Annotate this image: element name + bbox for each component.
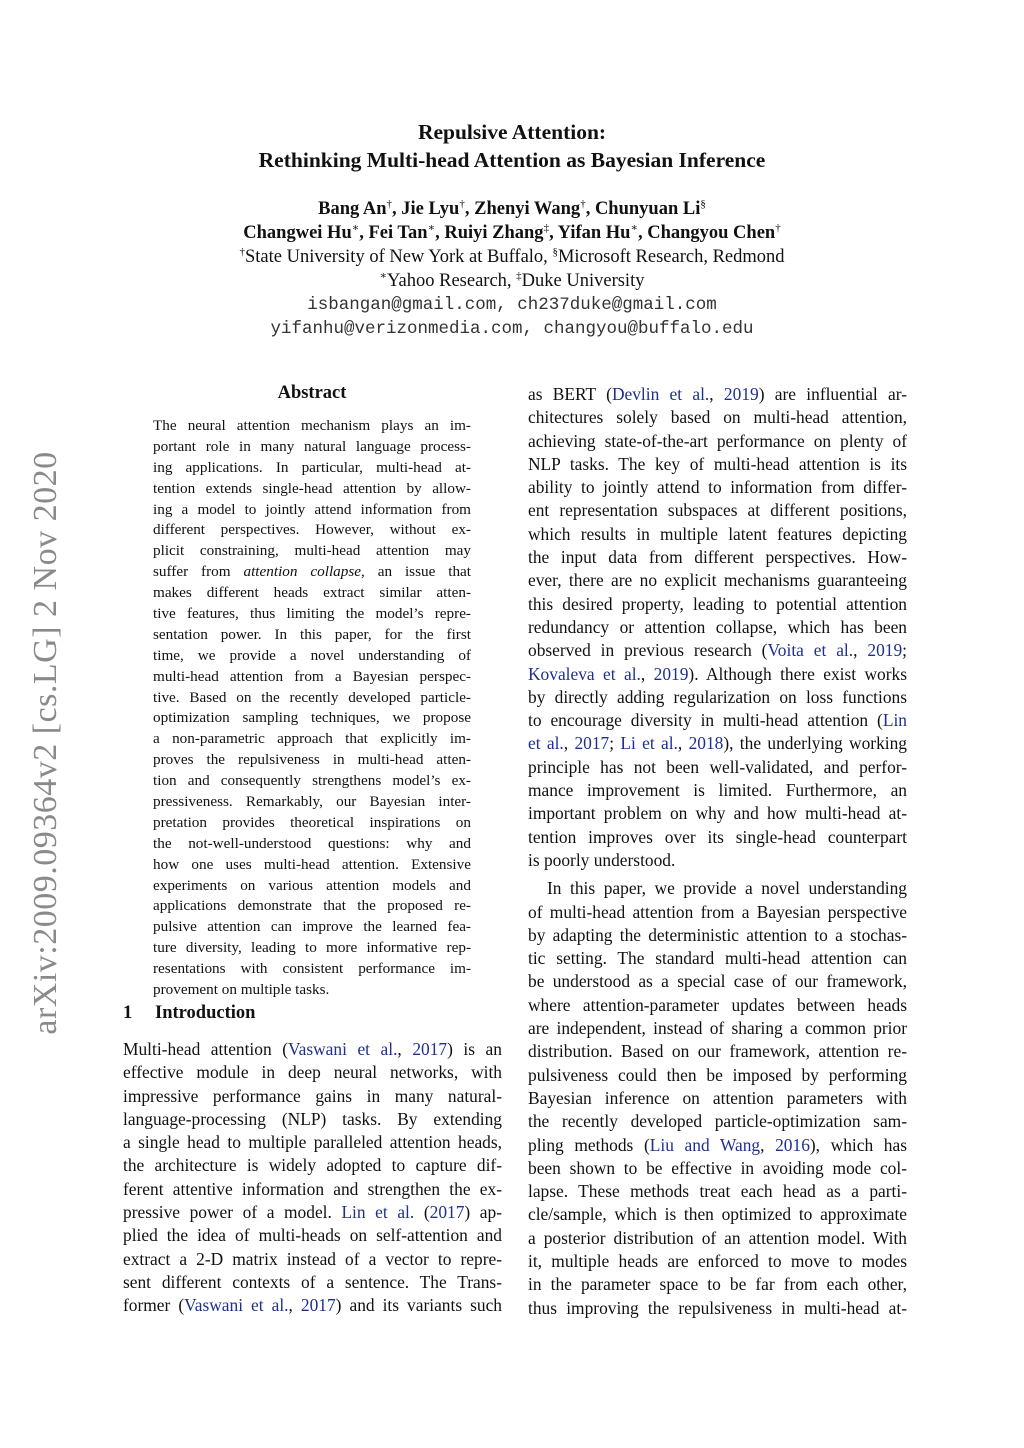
text-span: extract a 2-D matrix instead of a vector to repre- xyxy=(123,1248,502,1269)
body-text-line xyxy=(528,383,907,406)
abstract-line: ing a model to jointly attend information from xyxy=(153,500,471,518)
author-name: Yifan Hu xyxy=(557,223,631,243)
text-span: achieving state-of-the-art performance on plenty of xyxy=(528,430,907,451)
text-span: to encourage diversity in multi-head attention ( xyxy=(528,710,883,731)
author-name: Jie Lyu xyxy=(401,199,460,219)
text-span: as BERT ( xyxy=(528,384,612,404)
body-text-line xyxy=(528,1134,907,1157)
text-span: by directly adding regularization on loss functions xyxy=(528,686,907,707)
text-span: important problem on why and how multi-head at- xyxy=(528,803,907,824)
text-span: observed in previous research ( xyxy=(528,640,768,661)
section-title: Introduction xyxy=(155,1003,256,1023)
body-text-line xyxy=(123,1224,502,1247)
body-text-line xyxy=(528,1040,907,1063)
author-name: Fei Tan xyxy=(368,223,428,243)
text-span: pling methods ( xyxy=(528,1134,650,1155)
body-text-line xyxy=(123,1131,502,1154)
text-span: ) is an xyxy=(447,1039,502,1059)
body-text-line xyxy=(123,1154,502,1177)
text-span: the input data from different perspectives. How- xyxy=(528,547,907,568)
body-text-line xyxy=(528,970,907,993)
citation-link[interactable]: 2017 xyxy=(429,1202,465,1223)
abstract-heading: Abstract xyxy=(277,383,347,403)
affiliation-mark: ‡ xyxy=(543,222,550,234)
body-text-line xyxy=(528,1203,907,1226)
abstract-line: time, we provide a novel understanding of xyxy=(153,646,471,664)
citation-link[interactable]: 2016 xyxy=(775,1134,810,1155)
text-span: sent different contexts of a sentence. The Trans- xyxy=(123,1271,502,1292)
text-span: chitectures solely based on multi-head attention, xyxy=(528,407,907,428)
text-span: principle has not been well-validated, and perfor- xyxy=(528,756,907,777)
abstract-line: plicit constraining, multi-head attention may xyxy=(153,542,471,560)
author-separator: , xyxy=(585,199,595,219)
citation-link[interactable]: 2018 xyxy=(688,733,724,754)
text-span: are independent, instead of sharing a common prior xyxy=(528,1018,907,1039)
body-text-line xyxy=(528,1110,907,1133)
citation-link[interactable]: Vaswani et al. xyxy=(287,1039,398,1059)
affiliation-line-2: ∗Yahoo Research, ‡Duke University xyxy=(379,270,645,291)
body-text-line xyxy=(528,686,907,709)
author-names-row-2 xyxy=(0,221,1024,245)
text-span: , xyxy=(397,1039,413,1059)
body-text-line xyxy=(528,709,907,732)
text-span: which results in multiple latent features depicting xyxy=(528,523,907,544)
abstract-line: The neural attention mechanism plays an im- xyxy=(153,417,471,434)
body-text-line xyxy=(528,453,907,476)
body-text-line xyxy=(528,593,907,616)
author-separator: , xyxy=(359,223,369,243)
citation-link[interactable]: 2019 xyxy=(653,663,689,684)
body-text-line xyxy=(528,826,907,849)
title-line-1: Repulsive Attention: xyxy=(417,120,607,144)
section-number: 1 xyxy=(123,1003,133,1023)
author-separator: , xyxy=(464,199,475,219)
citation-link[interactable]: Lin xyxy=(882,710,907,731)
text-span: ) ap- xyxy=(464,1202,502,1223)
body-text-line xyxy=(528,499,907,522)
abstract-line: proves the repulsiveness in multi-head atten- xyxy=(153,751,471,769)
author-name: Zhenyi Wang xyxy=(474,199,581,219)
abstract-line: ture diversity, leading to more informative rep- xyxy=(153,939,471,957)
text-span: ; xyxy=(609,733,621,754)
right-column-body xyxy=(528,383,907,1320)
body-text-line xyxy=(528,756,907,779)
affiliation-mark: ∗ xyxy=(630,222,638,234)
text-span: a posterior distribution of an attention model. With xyxy=(528,1227,907,1248)
body-text-line xyxy=(528,1087,907,1110)
body-text-line xyxy=(123,1271,502,1294)
body-text-line xyxy=(528,1017,907,1040)
author-separator: , xyxy=(392,199,402,219)
body-text-line xyxy=(528,569,907,592)
abstract-line: suffer from attention collapse, an issue that xyxy=(153,563,471,581)
text-span: thus improving the repulsiveness in multi-head at- xyxy=(528,1297,907,1318)
text-span: impressive performance gains in many natural- xyxy=(123,1085,502,1106)
text-span: ever, there are no explicit mechanisms guaranteeing xyxy=(528,570,907,591)
abstract-line: how one uses multi-head attention. Extensive xyxy=(153,855,471,873)
citation-link[interactable]: Voita et al. xyxy=(767,640,854,661)
author-name: Changyou Chen xyxy=(647,223,776,243)
body-text-line xyxy=(528,1180,907,1203)
body-text-line xyxy=(123,1248,502,1271)
text-span: distribution. Based on our framework, attention re- xyxy=(528,1041,907,1062)
body-text-line xyxy=(528,1250,907,1273)
citation-link[interactable]: 2017 xyxy=(574,733,610,754)
body-text-line xyxy=(123,1061,502,1084)
text-span: is poorly understood. xyxy=(528,849,676,870)
affiliation-mark: † xyxy=(459,198,465,210)
paper-title xyxy=(0,118,1024,174)
body-text-line xyxy=(528,1064,907,1087)
abstract-line: different perspectives. However, without ex- xyxy=(153,521,471,539)
text-span: ability to jointly attend to information from differ- xyxy=(528,477,907,498)
abstract-line: resentations with consistent performance im- xyxy=(153,960,471,978)
body-text-line xyxy=(528,1297,907,1320)
body-text-line xyxy=(528,779,907,802)
text-span: former ( xyxy=(123,1295,185,1316)
text-span: in the parameter space to be far from each other, xyxy=(528,1274,907,1295)
text-span: , xyxy=(640,663,654,684)
citation-link[interactable]: Devlin et al. xyxy=(611,384,710,404)
abstract-line: pulsive attention can improve the learned fea- xyxy=(153,918,471,936)
author-names-row-1 xyxy=(0,197,1024,221)
text-span: redundancy or attention collapse, which has been xyxy=(528,616,907,637)
text-span: plied the idea of multi-heads on self-attention and xyxy=(123,1225,502,1246)
text-span: effective module in deep neural networks, with xyxy=(123,1062,502,1083)
author-name: Chunyuan Li xyxy=(594,199,701,219)
affiliation-mark: § xyxy=(700,198,706,210)
body-text-line xyxy=(528,616,907,639)
body-text-line xyxy=(528,523,907,546)
affiliation-mark: † xyxy=(386,198,393,210)
body-text-line xyxy=(123,1108,502,1131)
left-column-body xyxy=(123,1038,502,1318)
text-span: , xyxy=(760,1134,776,1155)
text-span: ), the underlying working xyxy=(723,733,907,754)
text-span: where attention-parameter updates between heads xyxy=(528,994,907,1015)
text-span: , xyxy=(677,733,689,754)
text-span: lapse. These methods treat each head as a parti- xyxy=(528,1181,907,1202)
body-text-line xyxy=(123,1038,502,1061)
citation-link[interactable]: 2019 xyxy=(867,640,903,661)
text-span: pressive power of a model. xyxy=(123,1202,342,1223)
body-text-line xyxy=(528,901,907,924)
citation-link[interactable]: Kovaleva et al. xyxy=(528,663,641,684)
text-span: cle/sample, which is then optimized to approximate xyxy=(528,1204,907,1225)
body-text-line xyxy=(123,1201,502,1224)
text-span: be understood as a special case of our framework, xyxy=(528,971,907,992)
text-span: , xyxy=(563,733,575,754)
text-span: it, multiple heads are enforced to move to modes xyxy=(528,1250,907,1271)
citation-link[interactable]: Vaswani et al. xyxy=(184,1295,289,1316)
author-name: Ruiyi Zhang xyxy=(444,223,544,243)
abstract-line: pressiveness. Remarkably, our Bayesian inter- xyxy=(153,793,471,811)
text-span: ( xyxy=(414,1202,430,1223)
body-text-line xyxy=(528,546,907,569)
body-text-line xyxy=(528,732,907,755)
abstract-line: a non-parametric approach that explicitly im- xyxy=(153,730,471,748)
affiliation-line-1: †State University of New York at Buffalo, §Microsoft Research, Redmond xyxy=(239,246,785,267)
body-text-line xyxy=(123,1085,502,1108)
abstract-line: tive features, thus limiting the model’s repre- xyxy=(153,605,471,623)
text-span: ). Although there exist works xyxy=(688,663,907,684)
text-span: ) and its variants such xyxy=(335,1295,502,1316)
text-span: of multi-head attention from a Bayesian perspective xyxy=(528,901,907,922)
text-span: ; xyxy=(902,640,907,661)
text-span: this desired property, leading to potential attention xyxy=(528,593,907,614)
body-text-line xyxy=(123,1178,502,1201)
text-span: ) are influential ar- xyxy=(758,384,907,404)
body-text-line xyxy=(528,802,907,825)
affiliation-mark: † xyxy=(580,198,586,210)
text-span: In this paper, we provide a novel understanding xyxy=(547,878,907,899)
body-text-line xyxy=(123,1294,502,1317)
citation-link[interactable]: Li et al. xyxy=(620,733,678,754)
text-span: , xyxy=(853,640,868,661)
citation-link[interactable]: et al. xyxy=(528,733,564,754)
text-span: NLP tasks. The key of multi-head attention is its xyxy=(528,453,907,474)
abstract-line: tive. Based on the recently developed particle- xyxy=(153,688,471,706)
section-heading-introduction xyxy=(123,1003,255,1024)
text-span: ferent attentive information and strengthen the ex- xyxy=(123,1178,502,1199)
body-text-line xyxy=(528,994,907,1017)
text-span: a single head to multiple paralleled attention heads, xyxy=(123,1132,502,1153)
abstract-line: pretation provides theoretical inspirations on xyxy=(153,813,471,831)
affiliation-mark: † xyxy=(775,222,781,234)
text-span: , xyxy=(709,384,724,404)
abstract-line: tention extends single-head attention by allow- xyxy=(153,479,471,497)
body-text-line xyxy=(528,1273,907,1296)
text-span: the recently developed particle-optimization sam- xyxy=(528,1111,907,1132)
author-name: Bang An xyxy=(318,199,387,219)
body-text-line xyxy=(528,476,907,499)
affiliation-mark: ∗ xyxy=(351,222,360,234)
citation-link[interactable]: 2017 xyxy=(300,1295,336,1316)
author-block xyxy=(0,197,1024,341)
body-text-line xyxy=(528,924,907,947)
affiliation-mark: ∗ xyxy=(427,222,436,234)
email-line-2: yifanhu@verizonmedia.com, changyou@buffalo.edu xyxy=(270,319,754,339)
author-separator: , xyxy=(549,223,558,243)
abstract-line: sentation power. In this paper, for the first xyxy=(153,625,471,643)
body-text-line xyxy=(528,849,907,872)
text-span: mance improvement is limited. Furthermore, an xyxy=(528,780,907,801)
text-span: pulsiveness could then be imposed by performing xyxy=(528,1064,907,1085)
text-span: tention improves over its single-head counterpart xyxy=(528,826,907,847)
abstract-line: the not-well-understood questions: why and xyxy=(153,834,471,852)
abstract-line: portant role in many natural language process- xyxy=(153,437,471,455)
text-span: Bayesian inference on attention parameters with xyxy=(528,1087,907,1108)
abstract-line: applications demonstrate that the proposed re- xyxy=(153,897,471,915)
author-name: Changwei Hu xyxy=(243,223,352,243)
abstract-body xyxy=(153,416,471,1001)
abstract-line: multi-head attention from a Bayesian perspec- xyxy=(153,667,471,685)
text-span: the architecture is widely adopted to capture dif- xyxy=(123,1155,502,1176)
author-separator: , xyxy=(435,223,445,243)
body-text-line xyxy=(528,1227,907,1250)
citation-link[interactable]: 2017 xyxy=(412,1039,448,1059)
citation-link[interactable]: 2019 xyxy=(723,384,759,404)
abstract-line: provement on multiple tasks. xyxy=(153,981,330,999)
text-span: ), which has xyxy=(809,1134,907,1155)
email-line-1: isbangan@gmail.com, ch237duke@gmail.com xyxy=(307,295,717,315)
abstract-line: ing applications. In particular, multi-head at- xyxy=(153,458,471,476)
author-separator: , xyxy=(637,223,648,243)
abstract-line: experiments on various attention models and xyxy=(153,876,471,894)
abstract-section xyxy=(153,383,471,1001)
text-span: Multi-head attention ( xyxy=(123,1039,288,1059)
title-line-2: Rethinking Multi-head Attention as Bayesian Inference xyxy=(258,148,766,172)
citation-link[interactable]: Liu and Wang xyxy=(649,1134,761,1155)
body-text-line xyxy=(528,406,907,429)
citation-link[interactable]: Lin et al. xyxy=(341,1202,415,1223)
abstract-line: tion and consequently strengthens model’s ex- xyxy=(153,772,471,790)
text-span: ent representation subspaces at different positions, xyxy=(528,500,907,521)
body-text-line xyxy=(528,663,907,686)
body-text-line xyxy=(528,430,907,453)
body-text-line xyxy=(528,1157,907,1180)
abstract-line: optimization sampling techniques, we propose xyxy=(153,709,471,727)
body-text-line xyxy=(528,947,907,970)
arxiv-identifier-stamp: arXiv:2009.09364v2 [cs.LG] 2 Nov 2020 xyxy=(27,451,64,1035)
body-text-line xyxy=(528,877,907,900)
text-span: tic setting. The standard multi-head attention can xyxy=(528,948,907,969)
text-span: by adapting the deterministic attention to a stochas- xyxy=(528,924,907,945)
text-span: language-processing (NLP) tasks. By extending xyxy=(123,1108,502,1129)
text-span: , xyxy=(288,1295,301,1316)
body-text-line xyxy=(528,639,907,662)
text-span: been shown to be effective in avoiding mode col- xyxy=(528,1157,907,1178)
abstract-line: makes different heads extract similar atten- xyxy=(153,584,471,602)
